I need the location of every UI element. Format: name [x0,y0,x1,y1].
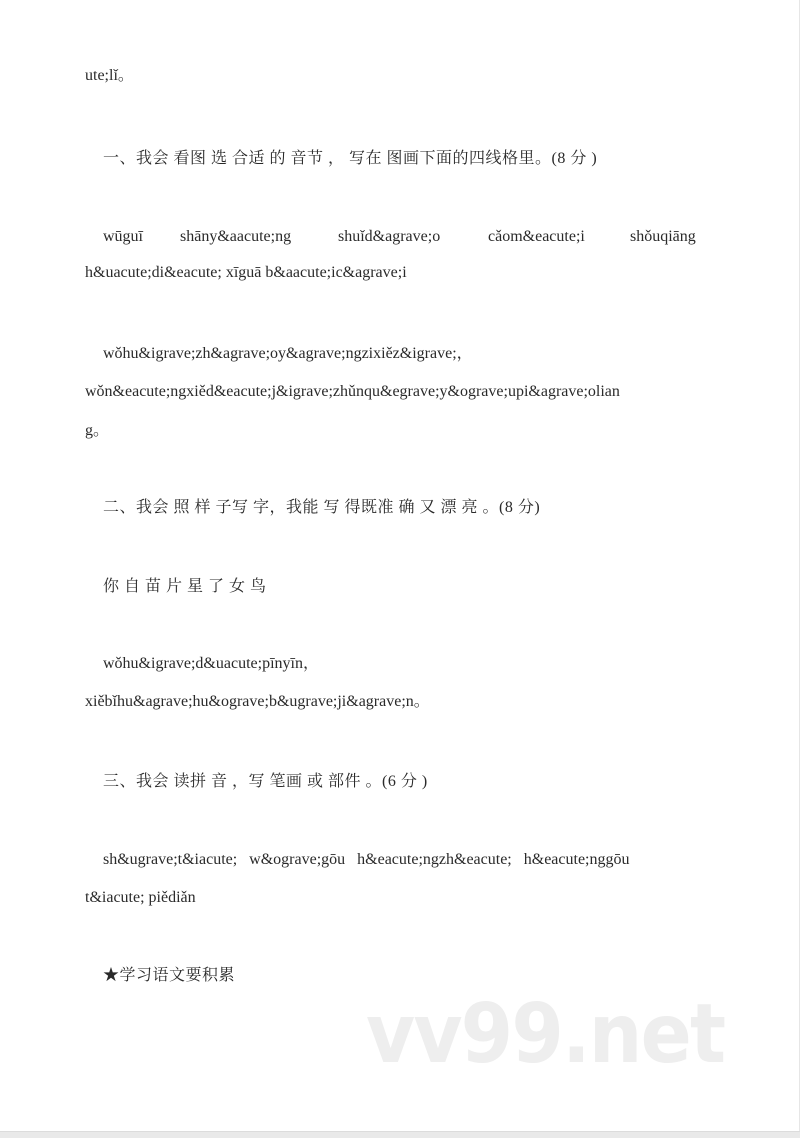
sample-characters: 你 自 苗 片 星 了 女 鸟 [103,578,267,595]
section3-heading: 三、我会 读拼 音 ，写 笔画 或 部件 。(6 分 ) [103,773,428,790]
section2-heading: 二、我会 照 样 子写 字，我能 写 得既准 确 又 漂 亮 。(8 分) [103,499,541,516]
section1-sentence-line3: g。 [85,422,110,439]
section3-pinyin-line1: sh&ugrave;t&iacute; w&ograve;gōu h&eacute;ngzh&eacute; h&eacute;nggōu [103,851,630,868]
pinyin-word: shuǐd&agrave;o [338,228,441,245]
section3-pinyin-line2: t&iacute; piědiǎn [85,889,196,906]
pinyin-word: wūguī [103,228,143,245]
section2-sentence-line1: wǒhu&igrave;d&uacute;pīnyīn， [103,655,319,672]
section1-sentence-line1: wǒhu&igrave;zh&agrave;oy&agrave;ngzixiěz&igrave;， [103,345,473,362]
watermark: vv99.net [366,987,725,1082]
pinyin-word: shǒuqiāng [630,228,696,245]
footer-note: ★学习语文要积累 [103,967,236,984]
section1-heading: 一、我会 看图 选 合适 的 音节 ， 写在 图画下面的四线格里。(8 分 ) [103,150,598,167]
pinyin-row2: h&uacute;di&eacute; xīguā b&aacute;ic&agrave;i [85,264,407,281]
pinyin-word: shāny&aacute;ng [180,228,292,245]
pinyin-word: cǎom&eacute;i [488,228,585,245]
section1-sentence-line2: wǒn&eacute;ngxiěd&eacute;j&igrave;zhǔnqu&egrave;y&ograve;upi&agrave;olian [85,383,620,400]
continuation-line: ute;lǐ。 [85,67,134,84]
section2-sentence-line2: xiěbǐhu&agrave;hu&ograve;b&ugrave;ji&agrave;n。 [85,693,430,710]
